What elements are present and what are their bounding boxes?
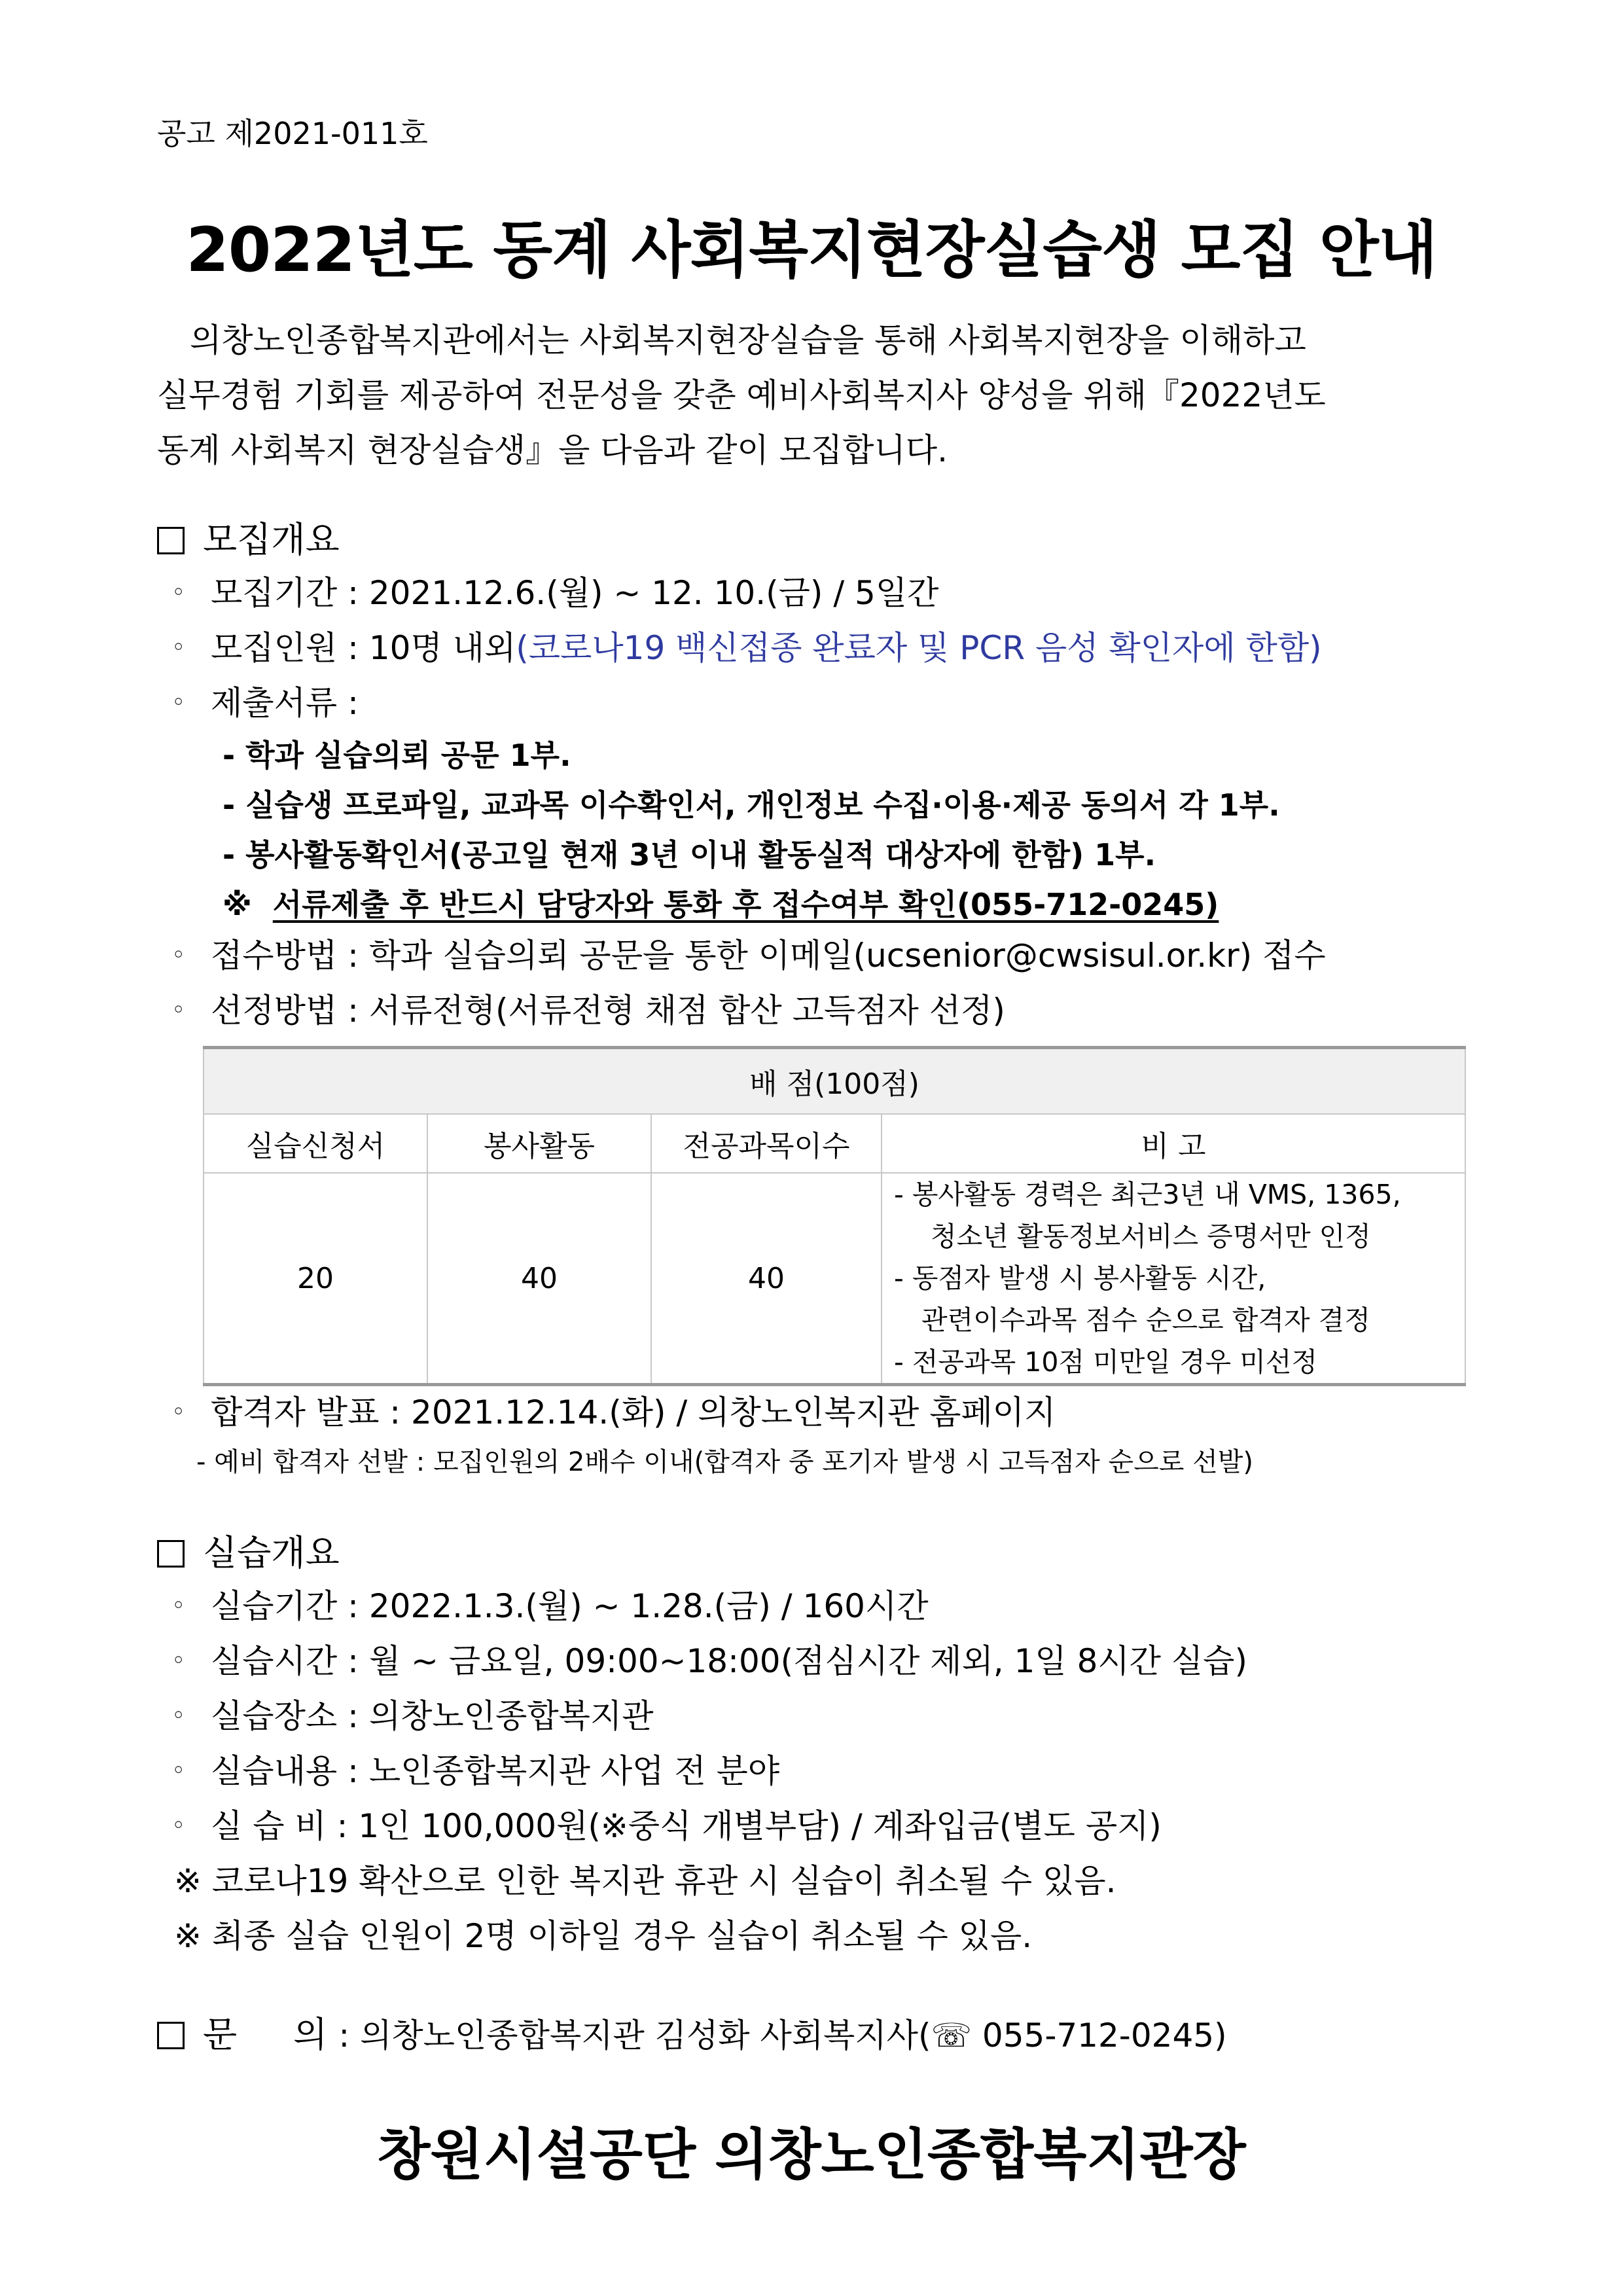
recruit-period-text: 모집기간 : 2021.12.6.(월) ~ 12. 10.(금) / 5일간 xyxy=(211,574,939,612)
practice-period-text: 실습기간 : 2022.1.3.(월) ~ 1.28.(금) / 160시간 xyxy=(211,1587,929,1625)
checkbox-square-icon xyxy=(157,527,185,554)
practice-place-text: 실습장소 : 의창노인종합복지관 xyxy=(211,1697,654,1735)
doc-item: - 학과 실습의뢰 공문 1부. xyxy=(223,738,571,773)
score-value: 40 xyxy=(651,1173,882,1385)
intro-line: 동계 사회복지 현장실습생』을 다음과 같이 모집합니다. xyxy=(157,431,948,469)
score-header: 실습신청서 xyxy=(204,1114,427,1173)
intro-paragraph xyxy=(157,313,1466,478)
practice-hours xyxy=(171,1635,1247,1682)
practice-fee xyxy=(171,1800,1162,1847)
recruit-method-text: 접수방법 : 학과 실습의뢰 공문을 통한 이메일(ucsenior@cwsisul.or.kr) 접수 xyxy=(211,937,1326,975)
score-note: - 전공과목 10점 미만일 경우 미선정 xyxy=(894,1346,1318,1378)
practice-fee-text: 실 습 비 : 1인 100,000원(※중식 개별부담) / 계좌입금(별도 공지) xyxy=(211,1807,1162,1845)
practice-place xyxy=(171,1690,654,1737)
recruit-count-condition: (코로나19 백신접종 완료자 및 PCR 음성 확인자에 한함) xyxy=(516,629,1322,667)
bullet-icon: ◦ xyxy=(171,1702,186,1729)
recruit-selection xyxy=(171,984,1005,1031)
docs-note-text: 서류제출 후 반드시 담당자와 통화 후 접수여부 확인(055-712-0245) xyxy=(272,887,1219,922)
section-heading-label: 실습개요 xyxy=(203,1532,340,1573)
practice-note: ※ 최종 실습 인원이 2명 이하일 경우 실습이 취소될 수 있음. xyxy=(174,1917,1033,1955)
score-note: 청소년 활동정보서비스 증명서만 인정 xyxy=(931,1221,1371,1252)
intro-line-text: 의창노인종합복지관에서는 사회복지현장실습을 통해 사회복지현장을 이해하고 xyxy=(190,321,1306,359)
score-header: 봉사활동 xyxy=(427,1114,651,1173)
practice-content xyxy=(171,1745,779,1792)
bullet-icon: ◦ xyxy=(171,1812,186,1839)
doc-item: - 실습생 프로파일, 교과목 이수확인서, 개인정보 수집·이용·제공 동의서 각 1부. xyxy=(223,787,1280,823)
recruit-method xyxy=(171,929,1326,977)
bullet-icon: ◦ xyxy=(171,942,186,969)
practice-content-text: 실습내용 : 노인종합복지관 사업 전 분야 xyxy=(211,1752,780,1790)
score-value: 20 xyxy=(204,1173,427,1385)
checkbox-square-icon xyxy=(157,2022,185,2049)
bullet-icon: ◦ xyxy=(171,1399,186,1426)
note-mark: ※ xyxy=(223,887,252,922)
announce-text: 합격자 발표 : 2021.12.14.(화) / 의창노인복지관 홈페이지 xyxy=(211,1393,1056,1431)
bullet-icon: ◦ xyxy=(171,634,186,661)
score-notes xyxy=(882,1173,1465,1385)
practice-note: ※ 코로나19 확산으로 인한 복지관 휴관 시 실습이 취소될 수 있음. xyxy=(174,1862,1116,1900)
section-heading-practice xyxy=(157,1525,340,1575)
score-header: 비 고 xyxy=(882,1114,1465,1173)
docs-label-text: 제출서류 : xyxy=(211,684,359,722)
contact-text: : 의창노인종합복지관 김성화 사회복지사(☏ 055-712-0245) xyxy=(338,2017,1227,2054)
bullet-icon: ◦ xyxy=(171,997,186,1024)
bullet-icon: ◦ xyxy=(171,1757,186,1784)
intro-line xyxy=(157,313,1466,368)
score-header: 전공과목이수 xyxy=(651,1114,882,1173)
recruit-count xyxy=(171,622,1322,669)
practice-hours-text: 실습시간 : 월 ~ 금요일, 09:00~18:00(점심시간 제외, 1일 8시간 실습) xyxy=(211,1642,1247,1680)
score-table-title: 배 점(100점) xyxy=(204,1048,1465,1115)
page-title: 2022년도 동계 사회복지현장실습생 모집 안내 xyxy=(186,215,1437,286)
reserve-note: - 예비 합격자 선발 : 모집인원의 2배수 이내(합격자 중 포기자 발생 시 고득점자 순으로 선발) xyxy=(196,1447,1253,1477)
intro-line: 실무경험 기회를 제공하여 전문성을 갖춘 예비사회복지사 양성을 위해『2022년도 xyxy=(157,376,1326,414)
score-note: - 동점자 발생 시 봉사활동 시간, xyxy=(894,1263,1266,1294)
bullet-icon: ◦ xyxy=(171,1592,186,1619)
recruit-docs-label xyxy=(171,677,359,724)
contact xyxy=(157,2007,1227,2057)
footer-organization: 창원시설공단 의창노인종합복지관장 xyxy=(377,2123,1246,2187)
score-value: 40 xyxy=(427,1173,651,1385)
checkbox-square-icon xyxy=(157,1540,185,1568)
score-note: - 봉사활동 경력은 최근3년 내 VMS, 1365, xyxy=(894,1179,1401,1210)
doc-item: - 봉사활동확인서(공고일 현재 3년 이내 활동실적 대상자에 한함) 1부. xyxy=(223,837,1156,872)
section-heading-recruit xyxy=(157,512,340,562)
announce xyxy=(171,1386,1056,1433)
contact-label: 문 의 xyxy=(203,2014,328,2055)
recruit-period xyxy=(171,567,938,614)
score-note: 관련이수과목 점수 순으로 합격자 결정 xyxy=(921,1304,1370,1336)
recruit-count-text: 모집인원 : 10명 내외 xyxy=(211,629,516,667)
section-heading-label: 모집개요 xyxy=(203,519,340,560)
notice-number: 공고 제2021-011호 xyxy=(157,116,428,151)
bullet-icon: ◦ xyxy=(171,1647,186,1674)
bullet-icon: ◦ xyxy=(171,579,186,606)
recruit-selection-text: 선정방법 : 서류전형(서류전형 채점 합산 고득점자 선정) xyxy=(211,992,1005,1030)
score-table xyxy=(203,1046,1466,1386)
bullet-icon: ◦ xyxy=(171,689,186,716)
docs-note xyxy=(223,881,1219,924)
practice-period xyxy=(171,1580,929,1627)
